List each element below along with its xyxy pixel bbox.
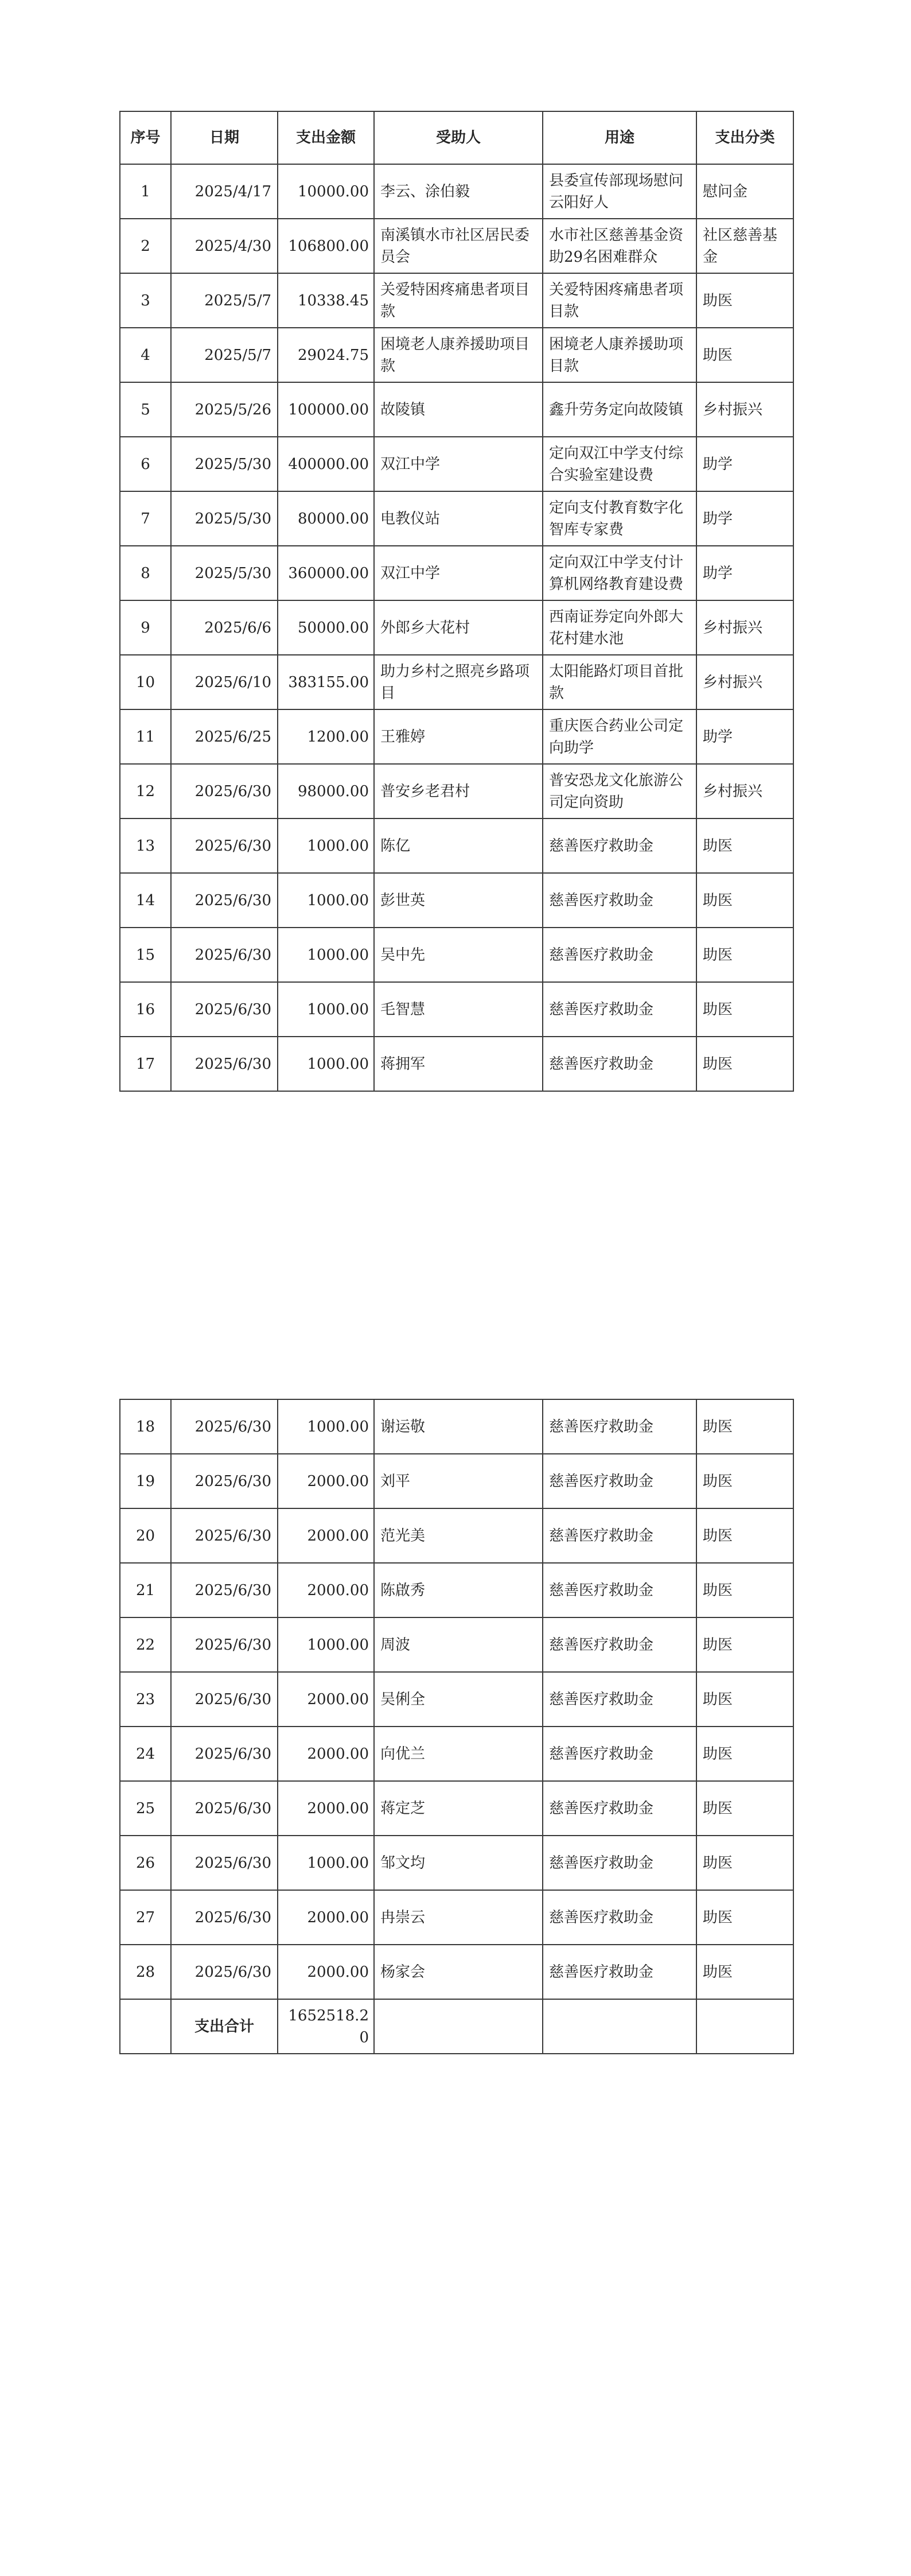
row-amount: 1000.00: [278, 1037, 374, 1091]
row-date: 2025/6/30: [171, 1890, 278, 1945]
table-header-row: [120, 111, 793, 164]
row-date: 2025/6/30: [171, 1781, 278, 1836]
row-category: 乡村振兴: [696, 600, 793, 655]
row-purpose: 水市社区慈善基金资助29名困难群众: [543, 219, 696, 273]
row-no: 1: [120, 164, 171, 219]
table-row: [120, 709, 793, 764]
table-row: [120, 1672, 793, 1727]
row-amount: 100000.00: [278, 382, 374, 437]
row-recipient: 王雅婷: [374, 709, 543, 764]
row-amount: 50000.00: [278, 600, 374, 655]
total-row-recipient: [374, 1999, 543, 2054]
row-date: 2025/6/10: [171, 655, 278, 709]
row-date: 2025/6/30: [171, 764, 278, 818]
row-recipient: 吴中先: [374, 928, 543, 982]
row-no: 5: [120, 382, 171, 437]
row-amount: 2000.00: [278, 1508, 374, 1563]
row-no: 21: [120, 1563, 171, 1617]
row-recipient: 助力乡村之照亮乡路项目: [374, 655, 543, 709]
row-recipient: 谢运敬: [374, 1399, 543, 1454]
row-recipient: 蒋拥军: [374, 1037, 543, 1091]
row-recipient: 南溪镇水市社区居民委员会: [374, 219, 543, 273]
row-purpose: 重庆医合药业公司定向助学: [543, 709, 696, 764]
row-amount: 2000.00: [278, 1781, 374, 1836]
row-no: 24: [120, 1727, 171, 1781]
row-purpose: 慈善医疗救助金: [543, 1836, 696, 1890]
header-category: 支出分类: [696, 111, 793, 164]
header-amount: 支出金额: [278, 111, 374, 164]
row-purpose: 定向双江中学支付计算机网络教育建设费: [543, 546, 696, 600]
row-date: 2025/6/30: [171, 1454, 278, 1508]
row-no: 23: [120, 1672, 171, 1727]
row-purpose: 慈善医疗救助金: [543, 1890, 696, 1945]
table-row: [120, 928, 793, 982]
row-amount: 2000.00: [278, 1727, 374, 1781]
row-amount: 400000.00: [278, 437, 374, 491]
table-row: [120, 219, 793, 273]
row-recipient: 杨家会: [374, 1945, 543, 1999]
row-category: 助医: [696, 1836, 793, 1890]
row-no: 13: [120, 818, 171, 873]
row-no: 16: [120, 982, 171, 1037]
table-row: [120, 1781, 793, 1836]
row-purpose: 太阳能路灯项目首批款: [543, 655, 696, 709]
row-amount: 1000.00: [278, 1836, 374, 1890]
row-amount: 1200.00: [278, 709, 374, 764]
row-purpose: 慈善医疗救助金: [543, 818, 696, 873]
row-purpose: 慈善医疗救助金: [543, 1781, 696, 1836]
row-date: 2025/6/30: [171, 1836, 278, 1890]
row-amount: 360000.00: [278, 546, 374, 600]
row-amount: 98000.00: [278, 764, 374, 818]
total-row: [120, 1999, 793, 2054]
table-row: [120, 1037, 793, 1091]
row-category: 助医: [696, 1672, 793, 1727]
expenditure-table-part-1: [119, 111, 794, 1092]
row-recipient: 外郎乡大花村: [374, 600, 543, 655]
row-no: 4: [120, 328, 171, 382]
row-category: 助医: [696, 873, 793, 928]
row-purpose: 慈善医疗救助金: [543, 1563, 696, 1617]
row-recipient: 陈啟秀: [374, 1563, 543, 1617]
row-purpose: 定向双江中学支付综合实验室建设费: [543, 437, 696, 491]
row-purpose: 鑫升劳务定向故陵镇: [543, 382, 696, 437]
total-row-no: [120, 1999, 171, 2054]
row-recipient: 彭世英: [374, 873, 543, 928]
row-recipient: 蒋定芝: [374, 1781, 543, 1836]
row-date: 2025/6/30: [171, 873, 278, 928]
row-purpose: 慈善医疗救助金: [543, 1617, 696, 1672]
table-body-part-2: [120, 1399, 793, 1999]
row-date: 2025/5/30: [171, 437, 278, 491]
row-amount: 80000.00: [278, 491, 374, 546]
table-body-part-1: [120, 164, 793, 1091]
row-category: 助医: [696, 982, 793, 1037]
row-date: 2025/6/30: [171, 928, 278, 982]
row-purpose: 定向支付教育数字化智库专家费: [543, 491, 696, 546]
row-amount: 29024.75: [278, 328, 374, 382]
row-date: 2025/4/30: [171, 219, 278, 273]
row-amount: 1000.00: [278, 1617, 374, 1672]
row-date: 2025/6/30: [171, 818, 278, 873]
total-row-purpose: [543, 1999, 696, 2054]
row-amount: 2000.00: [278, 1672, 374, 1727]
row-date: 2025/5/30: [171, 491, 278, 546]
row-no: 12: [120, 764, 171, 818]
table-row: [120, 546, 793, 600]
row-category: 助医: [696, 1617, 793, 1672]
row-date: 2025/6/6: [171, 600, 278, 655]
row-category: 慰问金: [696, 164, 793, 219]
row-date: 2025/5/26: [171, 382, 278, 437]
row-recipient: 困境老人康养援助项目款: [374, 328, 543, 382]
row-recipient: 吴俐全: [374, 1672, 543, 1727]
row-no: 22: [120, 1617, 171, 1672]
header-purpose: 用途: [543, 111, 696, 164]
row-recipient: 电教仪站: [374, 491, 543, 546]
row-purpose: 困境老人康养援助项目款: [543, 328, 696, 382]
row-category: 乡村振兴: [696, 764, 793, 818]
table-row: [120, 600, 793, 655]
row-recipient: 关爱特困疼痛患者项目款: [374, 273, 543, 328]
table-row: [120, 491, 793, 546]
row-category: 助学: [696, 709, 793, 764]
row-no: 11: [120, 709, 171, 764]
row-purpose: 慈善医疗救助金: [543, 1508, 696, 1563]
row-recipient: 双江中学: [374, 546, 543, 600]
row-purpose: 慈善医疗救助金: [543, 1672, 696, 1727]
row-category: 助医: [696, 1781, 793, 1836]
row-category: 乡村振兴: [696, 382, 793, 437]
row-purpose: 慈善医疗救助金: [543, 873, 696, 928]
row-date: 2025/6/30: [171, 1672, 278, 1727]
row-no: 27: [120, 1890, 171, 1945]
row-purpose: 慈善医疗救助金: [543, 1399, 696, 1454]
row-category: 助学: [696, 437, 793, 491]
row-date: 2025/5/7: [171, 328, 278, 382]
row-no: 8: [120, 546, 171, 600]
table-row: [120, 1727, 793, 1781]
row-date: 2025/6/30: [171, 982, 278, 1037]
row-date: 2025/6/30: [171, 1945, 278, 1999]
expenditure-table-part-2: [119, 1399, 794, 2054]
row-purpose: 普安恐龙文化旅游公司定向资助: [543, 764, 696, 818]
row-purpose: 慈善医疗救助金: [543, 928, 696, 982]
row-purpose: 慈善医疗救助金: [543, 982, 696, 1037]
row-amount: 383155.00: [278, 655, 374, 709]
row-no: 19: [120, 1454, 171, 1508]
table-row: [120, 1890, 793, 1945]
row-recipient: 毛智慧: [374, 982, 543, 1037]
row-recipient: 冉崇云: [374, 1890, 543, 1945]
row-no: 6: [120, 437, 171, 491]
table-row: [120, 1454, 793, 1508]
row-amount: 106800.00: [278, 219, 374, 273]
row-category: 助医: [696, 273, 793, 328]
row-date: 2025/5/7: [171, 273, 278, 328]
row-purpose: 县委宣传部现场慰问云阳好人: [543, 164, 696, 219]
row-date: 2025/6/30: [171, 1037, 278, 1091]
row-amount: 1000.00: [278, 982, 374, 1037]
table-row: [120, 818, 793, 873]
table-row: [120, 1563, 793, 1617]
total-row-category: [696, 1999, 793, 2054]
table-row: [120, 1617, 793, 1672]
row-date: 2025/6/30: [171, 1563, 278, 1617]
table-row: [120, 1399, 793, 1454]
row-amount: 1000.00: [278, 1399, 374, 1454]
table-row: [120, 437, 793, 491]
row-date: 2025/6/30: [171, 1399, 278, 1454]
row-category: 助医: [696, 1037, 793, 1091]
row-recipient: 向优兰: [374, 1727, 543, 1781]
table-row: [120, 982, 793, 1037]
row-category: 助医: [696, 928, 793, 982]
row-amount: 1000.00: [278, 928, 374, 982]
row-recipient: 李云、涂伯毅: [374, 164, 543, 219]
table-row: [120, 382, 793, 437]
row-no: 10: [120, 655, 171, 709]
row-no: 28: [120, 1945, 171, 1999]
header-recipient: 受助人: [374, 111, 543, 164]
row-category: 助医: [696, 1890, 793, 1945]
row-no: 3: [120, 273, 171, 328]
row-date: 2025/5/30: [171, 546, 278, 600]
row-amount: 1000.00: [278, 818, 374, 873]
row-date: 2025/6/30: [171, 1617, 278, 1672]
row-purpose: 西南证券定向外郎大花村建水池: [543, 600, 696, 655]
row-recipient: 陈亿: [374, 818, 543, 873]
row-category: 助医: [696, 818, 793, 873]
row-no: 25: [120, 1781, 171, 1836]
row-purpose: 慈善医疗救助金: [543, 1727, 696, 1781]
table-row: [120, 655, 793, 709]
row-date: 2025/6/25: [171, 709, 278, 764]
total-label: 支出合计: [171, 1999, 278, 2054]
row-date: 2025/6/30: [171, 1727, 278, 1781]
table-row: [120, 1945, 793, 1999]
row-purpose: 慈善医疗救助金: [543, 1037, 696, 1091]
row-no: 20: [120, 1508, 171, 1563]
row-purpose: 慈善医疗救助金: [543, 1945, 696, 1999]
row-no: 9: [120, 600, 171, 655]
table-row: [120, 328, 793, 382]
row-category: 助医: [696, 1454, 793, 1508]
row-recipient: 普安乡老君村: [374, 764, 543, 818]
header-no: 序号: [120, 111, 171, 164]
row-amount: 2000.00: [278, 1890, 374, 1945]
table-row: [120, 164, 793, 219]
row-amount: 10338.45: [278, 273, 374, 328]
row-amount: 2000.00: [278, 1563, 374, 1617]
row-purpose: 慈善医疗救助金: [543, 1454, 696, 1508]
row-date: 2025/6/30: [171, 1508, 278, 1563]
table-row: [120, 764, 793, 818]
row-recipient: 故陵镇: [374, 382, 543, 437]
row-amount: 2000.00: [278, 1945, 374, 1999]
row-recipient: 双江中学: [374, 437, 543, 491]
row-category: 助医: [696, 1508, 793, 1563]
row-category: 助医: [696, 328, 793, 382]
total-amount: 1652518.20: [278, 1999, 374, 2054]
row-amount: 10000.00: [278, 164, 374, 219]
row-amount: 1000.00: [278, 873, 374, 928]
table-row: [120, 1508, 793, 1563]
row-recipient: 刘平: [374, 1454, 543, 1508]
row-no: 14: [120, 873, 171, 928]
row-category: 乡村振兴: [696, 655, 793, 709]
row-no: 2: [120, 219, 171, 273]
row-recipient: 范光美: [374, 1508, 543, 1563]
row-category: 助医: [696, 1945, 793, 1999]
row-no: 18: [120, 1399, 171, 1454]
row-date: 2025/4/17: [171, 164, 278, 219]
row-no: 15: [120, 928, 171, 982]
row-category: 助学: [696, 546, 793, 600]
row-category: 助医: [696, 1563, 793, 1617]
row-category: 助医: [696, 1727, 793, 1781]
table-row: [120, 273, 793, 328]
row-category: 社区慈善基金: [696, 219, 793, 273]
row-category: 助医: [696, 1399, 793, 1454]
row-no: 17: [120, 1037, 171, 1091]
table-row: [120, 1836, 793, 1890]
table-row: [120, 873, 793, 928]
row-no: 7: [120, 491, 171, 546]
row-amount: 2000.00: [278, 1454, 374, 1508]
row-category: 助学: [696, 491, 793, 546]
row-recipient: 邹文均: [374, 1836, 543, 1890]
row-purpose: 关爱特困疼痛患者项目款: [543, 273, 696, 328]
row-no: 26: [120, 1836, 171, 1890]
row-recipient: 周波: [374, 1617, 543, 1672]
header-date: 日期: [171, 111, 278, 164]
